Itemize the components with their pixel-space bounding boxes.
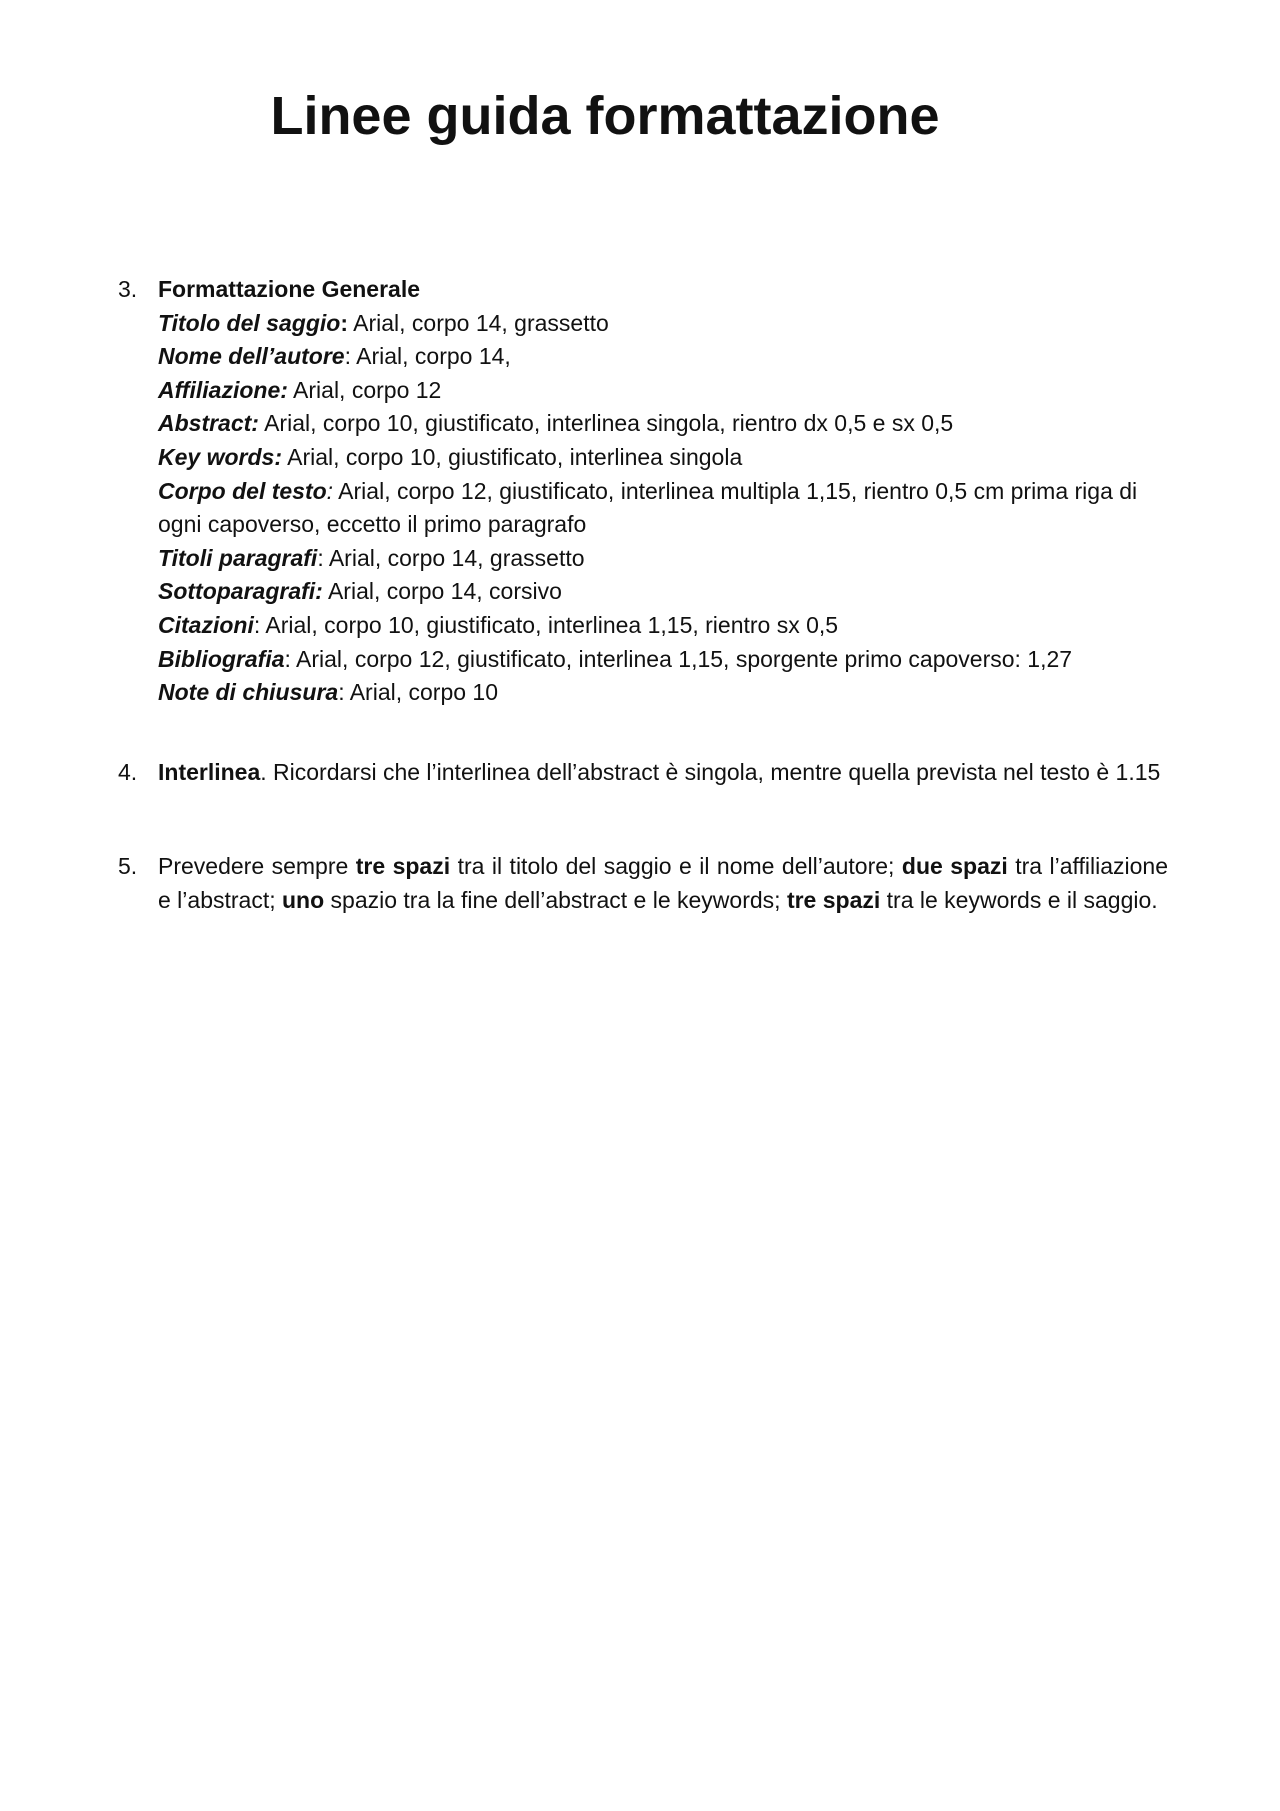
spec-row-titolo-saggio (158, 307, 1168, 341)
text-part-bold: uno (282, 886, 325, 913)
text-part: spazio tra la fine dell’abstract e le keywords; (324, 886, 787, 913)
spec-row-nome-autore (158, 340, 1168, 374)
spec-row-sottoparagrafi (158, 575, 1168, 609)
section-spazi (118, 850, 1168, 917)
spec-key: Nome dell’autore (158, 343, 345, 370)
text-part-bold: due spazi (901, 853, 1008, 879)
text-part: tra l’affiliazione e l’abstract; (158, 853, 1169, 913)
spec-sep: : (253, 611, 261, 638)
spec-row-corpo-testo (158, 475, 1168, 542)
spec-row-abstract (158, 407, 1168, 441)
spec-row-affiliazione (158, 374, 1168, 408)
section-body (158, 850, 1168, 917)
text-part: Prevedere sempre (158, 853, 356, 879)
spec-value: Arial, corpo 10, giustificato, interlinea 1,15, rientro sx 0,5 (260, 611, 839, 638)
spec-key: Bibliografia (158, 645, 285, 672)
spec-value: Arial, corpo 14, corsivo (322, 578, 562, 605)
list-number: 3. (118, 276, 138, 302)
spec-key: Note di chiusura (158, 679, 339, 706)
spec-key: Titoli paragrafi (158, 544, 318, 571)
spec-value: Arial, corpo 10, giustificato, interlinea singola, rientro dx 0,5 e sx 0,5 (258, 410, 954, 437)
spec-row-note-chiusura (158, 676, 1168, 710)
spec-key: Titolo del saggio (158, 309, 341, 336)
spec-sep: : (326, 477, 334, 504)
spec-sep: : (284, 645, 291, 672)
spec-row-titoli-paragrafi (158, 542, 1168, 576)
spec-key: Affiliazione: (158, 376, 288, 403)
section-heading: Formattazione Generale (158, 276, 421, 302)
section-text: . Ricordarsi che l’interlinea dell’abstract è singola, mentre quella prevista nel testo è 1.15 (260, 759, 1161, 785)
spec-value: Arial, corpo 14, (351, 343, 511, 370)
spec-key: Abstract: (158, 410, 259, 437)
spec-value: Arial, corpo 12, giustificato, interlinea 1,15, sporgente primo capoverso: 1,27 (290, 645, 1073, 672)
spec-sep: : (340, 309, 348, 336)
section-body (158, 273, 1168, 710)
spec-value: Arial, corpo 14, grassetto (323, 544, 585, 571)
text-part: tra le keywords e il saggio. (880, 886, 1158, 913)
spec-value: Arial, corpo 12 (287, 376, 442, 403)
section-interlinea (118, 756, 1168, 790)
spec-value: Arial, corpo 14, grassetto (347, 309, 609, 336)
spec-sep: : (344, 343, 351, 370)
text-part-bold: tre spazi (786, 886, 881, 913)
spec-value: Arial, corpo 10 (344, 679, 499, 706)
page-title: Linee guida formattazione (270, 86, 940, 146)
spec-sep: : (317, 544, 324, 571)
text-part-bold: tre spazi (355, 853, 451, 879)
section-formattazione-generale (118, 273, 1168, 710)
list-number: 4. (118, 759, 138, 785)
list-number: 5. (118, 853, 138, 879)
spec-key: Citazioni (158, 611, 254, 638)
section-body (158, 756, 1168, 790)
spec-key: Sottoparagrafi: (158, 578, 323, 605)
spec-key: Corpo del testo (158, 477, 327, 504)
spec-sep: : (338, 679, 345, 706)
spec-row-bibliografia (158, 643, 1168, 677)
spec-row-citazioni (158, 609, 1168, 643)
spec-row-key-words (158, 441, 1168, 475)
spec-value: Arial, corpo 10, giustificato, interlinea singola (281, 443, 743, 470)
text-part: tra il titolo del saggio e il nome dell’autore; (450, 853, 902, 879)
spec-value: Arial, corpo 12, giustificato, interlinea multipla 1,15, rientro 0,5 cm prima riga di ogni capoverso, eccetto il primo paragrafo (158, 477, 1138, 538)
spec-key: Key words: (158, 443, 282, 470)
section-heading: Interlinea (158, 759, 261, 785)
